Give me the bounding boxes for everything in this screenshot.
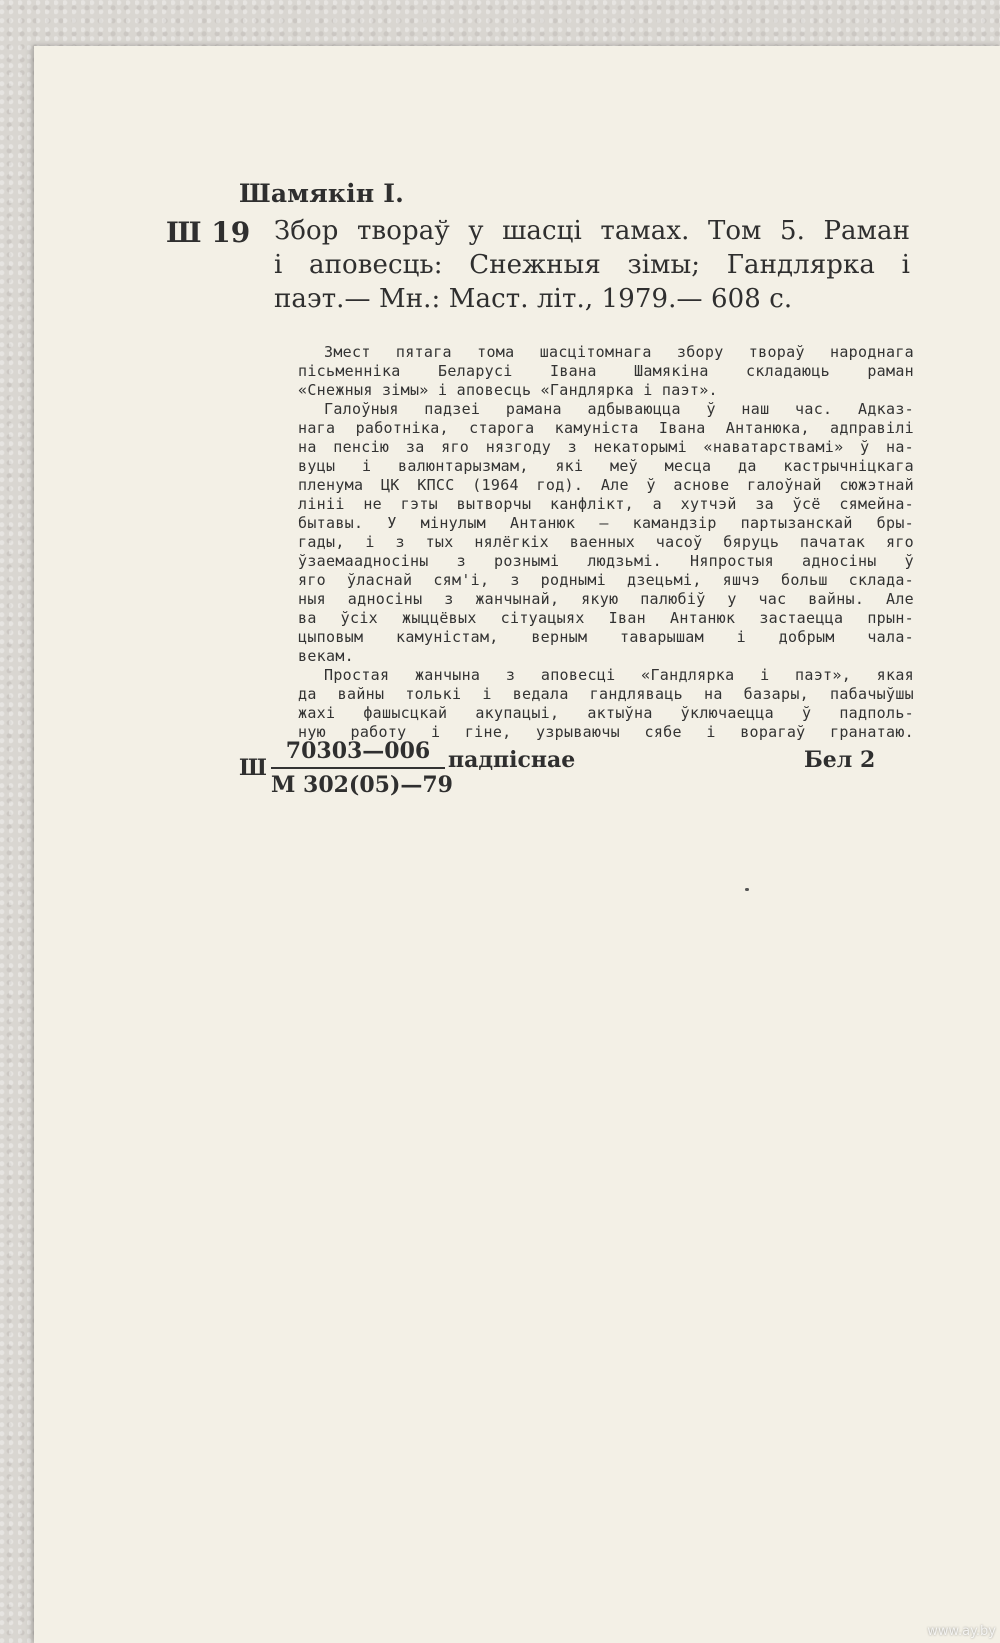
classification-prefix: Ш [239, 755, 267, 781]
annotation-line: ную работу і гіне, узрываючы сябе і ворагаў гранатаю. [298, 723, 914, 741]
annotation-line: гады, і з тых нялёгкіх ваенных часоў бяруць пачатак яго [298, 533, 914, 551]
annotation-line: Галоўныя падзеі рамана адбываюцца ў наш час. Адказ- [324, 400, 914, 418]
catalog-entry [34, 46, 1000, 1643]
site-watermark: www.ay.by [927, 1624, 996, 1639]
description-line: паэт.— Мн.: Маст. літ., 1979.— 608 с. [274, 284, 793, 314]
classification-denominator: М 302(05)—79 [271, 772, 453, 798]
language-code: Бел 2 [804, 747, 876, 773]
annotation-line: вуцы і валюнтарызмам, які меў месца да кастрычніцкага [298, 457, 914, 475]
annotation-line: «Снежныя зімы» і аповесць «Гандлярка і паэт». [298, 381, 718, 399]
annotation-line: бытавы. У мінулым Антанюк — камандзір партызанскай бры- [298, 514, 914, 532]
annotation-line: ныя адносіны з жанчынай, якую палюбіў у час вайны. Але [298, 590, 914, 608]
annotation-line: цыповым камуністам, верным таварышам і добрым чала- [298, 628, 914, 646]
subscription-note: падпіснае [448, 747, 576, 773]
annotation-line: векам. [298, 647, 354, 665]
paper-speck [745, 888, 749, 891]
annotation-line: на пенсію за яго нязгоду з некаторымі «наватарствамі» ў на- [298, 438, 914, 456]
fraction-line [271, 767, 445, 769]
annotation-line: нага работніка, старога камуніста Івана Антанюка, адправілі [298, 419, 914, 437]
annotation-line: пісьменніка Беларусі Івана Шамякіна складаюць раман [298, 362, 914, 380]
annotation-line: Простая жанчына з аповесці «Гандлярка і паэт», якая [324, 666, 914, 684]
annotation-line: ва ўсіх жыццёвых сітуацыях Іван Антанюк застаецца прын- [298, 609, 914, 627]
annotation-line: пленума ЦК КПСС (1964 год). Але ў аснове галоўнай сюжэтнай [298, 476, 914, 494]
author-name: Шамякін І. [239, 179, 405, 208]
book-page [34, 46, 1000, 1643]
description-line: Збор твораў у шасці тамах. Том 5. Раман [274, 216, 910, 246]
description-line: і аповесць: Снежныя зімы; Гандлярка і [274, 250, 910, 280]
annotation-line: ўзаемаадносіны з рознымі людзьмі. Няпростыя адносіны ў [298, 552, 914, 570]
classification-numerator: 70303—006 [285, 738, 431, 764]
annotation-line: да вайны толькі і ведала гандляваць на базары, пабачыўшы [298, 685, 914, 703]
annotation-line: лініі не гэты вытворчы канфлікт, а хутчэй за ўсё сямейна- [298, 495, 914, 513]
annotation-line: Змест пятага тома шасцітомнага збору твораў народнага [324, 343, 914, 361]
shelf-mark: Ш 19 [166, 216, 251, 249]
annotation-line: яго ўласнай сям'і, з роднымі дзецьмі, яшчэ больш склада- [298, 571, 914, 589]
annotation-line: жахі фашысцкай акупацыі, актыўна ўключаецца ў падполь- [298, 704, 914, 722]
